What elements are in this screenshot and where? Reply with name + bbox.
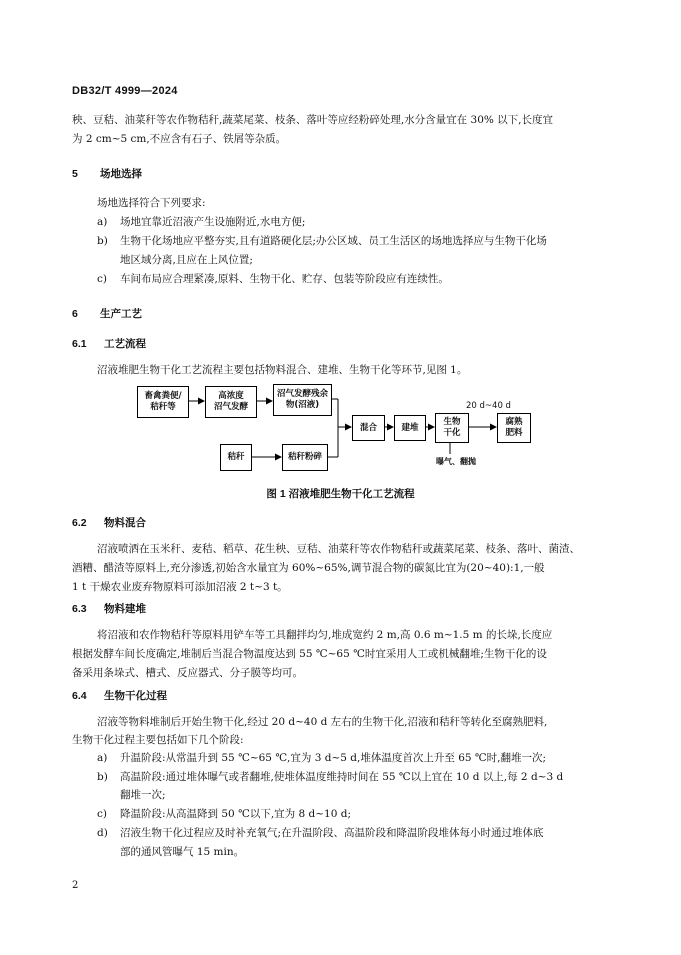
section-title: 工艺流程	[104, 338, 146, 350]
intro-line-1: 秧、豆秸、油菜秆等农作物秸秆,蔬菜尾菜、枝条、落叶等应经粉碎处理,水分含量宜在 30% 以下,长度宜	[72, 114, 554, 126]
section-title: 场地选择	[100, 168, 142, 180]
list-text: 生物干化场地应平整夯实,且有道路硬化层;办公区域、员工生活区的场地选择应与生物干化场	[120, 235, 547, 247]
list-text: 部的通风管曝气 15 min。	[120, 846, 245, 858]
page-number: 2	[72, 880, 79, 891]
paragraph-line: 将沼液和农作物秸秆等原料用铲车等工具翻拌均匀,堆成宽约 2 m,高 0.6 m~1.5 m 的长垛,长度应	[97, 629, 553, 641]
paragraph-line: 沼液等物料堆制后开始生物干化,经过 20 d~40 d 左右的生物干化,沼液和秸秆等转化至腐熟肥料,	[97, 716, 548, 728]
flow-box-anaerobic-digestion	[205, 386, 257, 418]
flow-box-text: 秸秆等	[150, 402, 176, 412]
intro-line-2: 为 2 cm~5 cm,不应含有石子、铁屑等杂质。	[72, 133, 287, 145]
flow-box-text: 建堆	[401, 422, 419, 433]
list-label: a)	[97, 752, 108, 764]
flow-box-compost-fertilizer	[497, 413, 531, 443]
flow-box-text: 干化	[443, 428, 461, 438]
section-number: 6.4	[72, 690, 87, 702]
section-number: 6.3	[72, 603, 87, 615]
list-item	[97, 749, 547, 768]
section-number: 5	[72, 168, 78, 180]
list-text: 场地宜靠近沼液产生设施附近,水电方便;	[120, 216, 306, 228]
document-code: DB32/T 4999—2024	[72, 85, 178, 97]
list-label: d)	[97, 827, 108, 839]
flow-box-text: 秸秆	[227, 452, 245, 462]
list-label: a)	[97, 216, 108, 228]
list-text: 升温阶段:从常温升到 55 ℃~65 ℃,宜为 3 d~5 d,堆体温度首次上升至 65 ℃时,翻堆一次;	[120, 752, 547, 764]
section-title: 生物干化过程	[104, 690, 167, 702]
section-title: 物料混合	[104, 517, 146, 529]
flow-box-bio-drying	[435, 413, 469, 443]
list-text: 地区域分离,且应在上风位置;	[120, 254, 253, 266]
paragraph-line: 生物干化过程主要包括如下几个阶段:	[72, 734, 244, 746]
paragraph-line: 酒糟、醋渣等原料上,充分渗透,初始含水量宜为 60%~65%,调节混合物的碳氮比宜为(20~40):1,一般	[72, 562, 545, 574]
flow-box-manure	[137, 386, 189, 418]
flow-box-text: 混合	[359, 422, 377, 433]
list-item	[97, 805, 351, 824]
list-item	[97, 768, 564, 787]
section-number: 6	[72, 308, 78, 320]
paragraph-line: 1 t 干燥农业废弃物原料可添加沼液 2 t~3 t。	[72, 581, 288, 593]
section-6-4-heading	[72, 688, 167, 703]
flow-box-text: 高浓度	[218, 391, 244, 401]
flow-box-text: 沼气发酵	[213, 402, 248, 412]
flow-box-straw	[220, 444, 252, 471]
flow-box-text: 畜禽粪便/	[144, 391, 182, 401]
section-title: 物料建堆	[104, 603, 146, 615]
paragraph-line: 备采用条垛式、槽式、反应器式、分子膜等均可。	[72, 667, 303, 679]
flow-box-text: 沼气发酵残余	[276, 389, 328, 399]
list-text: 高温阶段:通过堆体曝气或者翻堆,使堆体温度维持时间在 55 ℃以上宜在 10 d 以上,每 2 d~3 d	[120, 771, 564, 783]
flow-box-piling	[394, 415, 426, 441]
flow-box-text: 生物	[443, 417, 461, 427]
section-6-2-heading	[72, 515, 146, 530]
section-number: 6.1	[72, 338, 87, 350]
section-6-1-body: 沼液堆肥生物干化工艺流程主要包括物料混合、建堆、生物干化等环节,见图 1。	[97, 364, 468, 376]
list-text: 翻堆一次;	[120, 789, 166, 801]
paragraph-line: 沼液喷洒在玉米秆、麦秸、稻草、花生秧、豆秸、油菜秆等农作物秸秆或蔬菜尾菜、枝条、落叶、菌渣、	[97, 543, 580, 555]
list-label: b)	[97, 771, 108, 783]
flow-box-straw-crushing	[282, 444, 328, 471]
list-text: 沼液生物干化过程应及时补充氧气;在升温阶段、高温阶段和降温阶段堆体每小时通过堆体底	[120, 827, 544, 839]
flow-aeration-label: 曝气、翻抛	[436, 457, 476, 466]
flow-box-digestate	[273, 384, 332, 416]
figure-caption: 图 1 沼液堆肥生物干化工艺流程	[266, 488, 415, 500]
paragraph-line: 根据发酵车间长度确定,堆制后当混合物温度达到 55 ℃~65 ℃时宜采用人工或机械翻堆;生物干化的设	[72, 648, 547, 660]
list-label: c)	[97, 273, 107, 285]
section-5-lead: 场地选择符合下列要求:	[97, 197, 206, 209]
flow-box-text: 秸秆粉碎	[287, 452, 322, 462]
flow-box-text: 腐熟	[505, 417, 523, 427]
flow-box-text: 肥料	[505, 428, 523, 438]
section-number: 6.2	[72, 517, 87, 529]
list-label: b)	[97, 235, 108, 247]
flow-box-mixing	[352, 415, 385, 441]
flow-duration-label: 20 d~40 d	[466, 401, 511, 411]
section-title: 生产工艺	[100, 308, 142, 320]
section-6-3-heading	[72, 601, 146, 616]
list-item	[97, 824, 544, 843]
list-text: 降温阶段:从高温降到 50 ℃以下,宜为 8 d~10 d;	[120, 808, 351, 820]
flow-box-text: 物(沼液)	[285, 400, 320, 410]
list-text: 车间布局应合理紧凑,原料、生物干化、贮存、包装等阶段应有连续性。	[120, 273, 449, 285]
list-label: c)	[97, 808, 107, 820]
